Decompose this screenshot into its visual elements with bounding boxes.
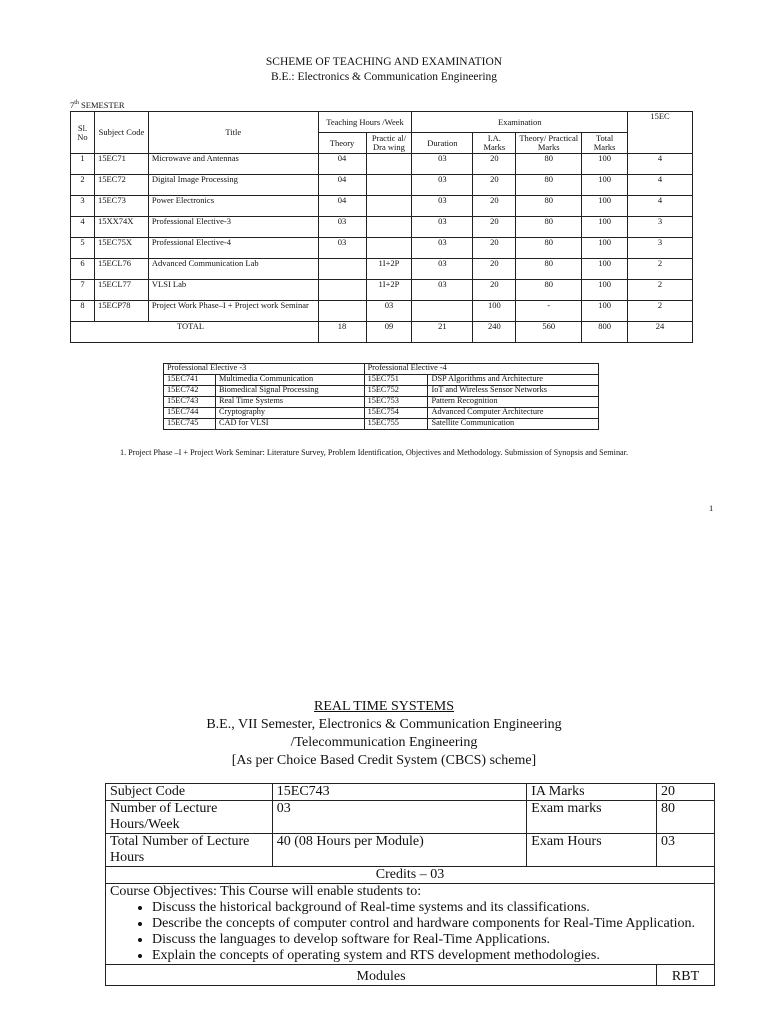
cell-ia-marks: 20 [473, 217, 516, 238]
electives-table [163, 363, 599, 430]
total-practical: 09 [366, 322, 412, 343]
elective-3-title: Multimedia Communication [215, 375, 364, 386]
elective-row [164, 408, 599, 419]
cell-title: Professional Elective-4 [148, 238, 318, 259]
elective-3-code: 15EC742 [164, 386, 216, 397]
cell-theory-hours: 04 [318, 196, 366, 217]
cell-practical-hours [366, 175, 412, 196]
cell-theory-hours [318, 280, 366, 301]
header-theory: Theory [318, 133, 366, 154]
elective-4-code: 15EC751 [364, 375, 428, 386]
credits-row: Credits – 03 [106, 867, 715, 884]
cell-ia-marks: 20 [473, 154, 516, 175]
cell-title: Microwave and Antennas [148, 154, 318, 175]
course-scheme-line: [As per Choice Based Credit System (CBCS) scheme] [231, 753, 537, 768]
cell-sl-no: 5 [71, 238, 95, 259]
total-marks: 800 [582, 322, 628, 343]
cell-sl-no: 2 [71, 175, 95, 196]
elective-4-title: IoT and Wireless Sensor Networks [428, 386, 599, 397]
ia-marks-value: 20 [657, 784, 715, 801]
semester-number: 7 [70, 100, 75, 110]
scheme-row [71, 175, 693, 196]
cell-total-marks: 100 [582, 175, 628, 196]
course-objectives [106, 884, 715, 965]
cell-theory-practical-marks: 80 [516, 154, 582, 175]
cell-theory-practical-marks: 80 [516, 259, 582, 280]
cell-duration: 03 [412, 259, 473, 280]
modules-header: Modules [106, 965, 657, 986]
cell-title: Advanced Communication Lab [148, 259, 318, 280]
cell-total-marks: 100 [582, 280, 628, 301]
cell-total-marks: 100 [582, 196, 628, 217]
exam-hours-label: Exam Hours [527, 834, 657, 867]
cell-practical-hours [366, 217, 412, 238]
cell-practical-hours [366, 196, 412, 217]
cell-theory-hours: 03 [318, 217, 366, 238]
cell-duration: 03 [412, 196, 473, 217]
scheme-subtitle: B.E.: Electronics & Communication Engineering [270, 71, 498, 83]
cell-credits: 4 [628, 154, 693, 175]
total-ia: 240 [473, 322, 516, 343]
course-branch-line: /Telecommunication Engineering [290, 735, 478, 750]
header-credits: 15EC [628, 112, 693, 154]
cell-theory-practical-marks: 80 [516, 238, 582, 259]
header-total-marks: Total Marks [582, 133, 628, 154]
elective-3-header: Professional Elective -3 [164, 364, 365, 375]
cell-subject-code: 15XX74X [94, 217, 148, 238]
elective-4-code: 15EC753 [364, 397, 428, 408]
cell-sl-no: 4 [71, 217, 95, 238]
electives-body [164, 375, 599, 430]
total-theory: 18 [318, 322, 366, 343]
cell-ia-marks: 20 [473, 259, 516, 280]
total-credits: 24 [628, 322, 693, 343]
scheme-row [71, 196, 693, 217]
cell-practical-hours: 1I+2P [366, 259, 412, 280]
objective-item: • Discuss the languages to develop software for Real-Time Applications. [152, 932, 710, 948]
cell-theory-practical-marks: 80 [516, 175, 582, 196]
cell-title: Project Work Phase–I + Project work Seminar [148, 301, 318, 322]
elective-3-title: Cryptography [215, 408, 364, 419]
cell-sl-no: 8 [71, 301, 95, 322]
cell-theory-practical-marks: - [516, 301, 582, 322]
cell-duration [412, 301, 473, 322]
cell-theory-practical-marks: 80 [516, 196, 582, 217]
scheme-row [71, 280, 693, 301]
cell-credits: 4 [628, 196, 693, 217]
exam-marks-value: 80 [657, 801, 715, 834]
cell-theory-practical-marks: 80 [516, 280, 582, 301]
header-duration: Duration [412, 133, 473, 154]
scheme-row [71, 154, 693, 175]
page-number: 1 [709, 503, 714, 513]
footnote: 1. Project Phase –I + Project Work Seminar: Literature Survey, Problem Identification, Objectives and Methodology. Submission of Synopsis and Seminar. [119, 448, 628, 457]
course-semester-line: B.E., VII Semester, Electronics & Communication Engineering [206, 717, 562, 732]
semester-word: SEMESTER [78, 100, 125, 110]
elective-4-code: 15EC752 [364, 386, 428, 397]
cell-title: Power Electronics [148, 196, 318, 217]
elective-4-title: DSP Algorithms and Architecture [428, 375, 599, 386]
cell-total-marks: 100 [582, 301, 628, 322]
cell-sl-no: 6 [71, 259, 95, 280]
cell-ia-marks: 20 [473, 175, 516, 196]
cell-credits: 4 [628, 175, 693, 196]
subject-code-value: 15EC743 [272, 784, 527, 801]
header-practical: Practic al/ Dra wing [366, 133, 412, 154]
elective-3-code: 15EC744 [164, 408, 216, 419]
objective-item: • Discuss the historical background of Real-time systems and its classifications. [152, 900, 710, 916]
cell-practical-hours: 1I+2P [366, 280, 412, 301]
cell-theory-hours: 04 [318, 175, 366, 196]
elective-3-title: CAD for VLSI [215, 419, 364, 430]
cell-duration: 03 [412, 280, 473, 301]
cell-total-marks: 100 [582, 259, 628, 280]
ia-marks-label: IA Marks [527, 784, 657, 801]
scheme-row [71, 238, 693, 259]
cell-credits: 2 [628, 259, 693, 280]
objectives-list [110, 900, 710, 964]
objectives-intro: Course Objectives: This Course will enable students to: [110, 884, 422, 899]
cell-ia-marks: 20 [473, 238, 516, 259]
elective-3-title: Biomedical Signal Processing [215, 386, 364, 397]
lecture-hours-value: 03 [272, 801, 527, 834]
scheme-table-body [71, 154, 693, 322]
cell-subject-code: 15ECP78 [94, 301, 148, 322]
cell-practical-hours: 03 [366, 301, 412, 322]
header-teaching-hours: Teaching Hours /Week [318, 112, 412, 133]
cell-sl-no: 1 [71, 154, 95, 175]
cell-duration: 03 [412, 154, 473, 175]
cell-title: Professional Elective-3 [148, 217, 318, 238]
cell-ia-marks: 20 [473, 280, 516, 301]
lecture-hours-label: Number of Lecture Hours/Week [106, 801, 273, 834]
cell-duration: 03 [412, 238, 473, 259]
cell-sl-no: 3 [71, 196, 95, 217]
cell-title: VLSI Lab [148, 280, 318, 301]
cell-theory-hours: 03 [318, 238, 366, 259]
total-label: TOTAL [71, 322, 319, 343]
header-subject-code: Subject Code [94, 112, 148, 154]
cell-practical-hours [366, 238, 412, 259]
scheme-title: SCHEME OF TEACHING AND EXAMINATION [265, 56, 503, 68]
cell-ia-marks: 100 [473, 301, 516, 322]
total-hours-value: 40 (08 Hours per Module) [272, 834, 527, 867]
cell-subject-code: 15EC73 [94, 196, 148, 217]
cell-title: Digital Image Processing [148, 175, 318, 196]
objective-item: • Explain the concepts of operating system and RTS development methodologies. [152, 948, 710, 964]
cell-credits: 3 [628, 217, 693, 238]
scheme-title-block [0, 55, 768, 85]
scheme-row [71, 301, 693, 322]
cell-subject-code: 15ECL77 [94, 280, 148, 301]
scheme-table [70, 111, 693, 343]
elective-row [164, 397, 599, 408]
exam-hours-value: 03 [657, 834, 715, 867]
cell-credits: 2 [628, 280, 693, 301]
cell-sl-no: 7 [71, 280, 95, 301]
header-title: Title [148, 112, 318, 154]
scheme-row [71, 217, 693, 238]
cell-theory-practical-marks: 80 [516, 217, 582, 238]
cell-subject-code: 15EC71 [94, 154, 148, 175]
course-heading [0, 698, 768, 770]
cell-total-marks: 100 [582, 217, 628, 238]
header-sl-no: Sl. No [71, 112, 95, 154]
elective-3-code: 15EC741 [164, 375, 216, 386]
header-examination: Examination [412, 112, 628, 133]
elective-row [164, 375, 599, 386]
total-row [71, 322, 693, 343]
elective-row [164, 386, 599, 397]
header-theory-practical-marks: Theory/ Practical Marks [516, 133, 582, 154]
total-duration: 21 [412, 322, 473, 343]
cell-duration: 03 [412, 175, 473, 196]
cell-total-marks: 100 [582, 238, 628, 259]
cell-subject-code: 15EC75X [94, 238, 148, 259]
elective-4-title: Pattern Recognition [428, 397, 599, 408]
total-theory-practical: 560 [516, 322, 582, 343]
elective-4-title: Advanced Computer Architecture [428, 408, 599, 419]
course-title: REAL TIME SYSTEMS [313, 699, 454, 714]
elective-3-code: 15EC743 [164, 397, 216, 408]
course-details-table [105, 783, 715, 986]
cell-credits: 2 [628, 301, 693, 322]
elective-row [164, 419, 599, 430]
cell-ia-marks: 20 [473, 196, 516, 217]
exam-marks-label: Exam marks [527, 801, 657, 834]
elective-3-title: Real Time Systems [215, 397, 364, 408]
cell-credits: 3 [628, 238, 693, 259]
elective-4-title: Satellite Communication [428, 419, 599, 430]
elective-4-header: Professional Elective -4 [364, 364, 598, 375]
semester-suffix: th [74, 100, 79, 107]
cell-theory-hours: 04 [318, 154, 366, 175]
semester-label [70, 100, 125, 110]
cell-total-marks: 100 [582, 154, 628, 175]
total-hours-label: Total Number of Lecture Hours [106, 834, 273, 867]
rbt-header: RBT [657, 965, 715, 986]
elective-4-code: 15EC755 [364, 419, 428, 430]
cell-duration: 03 [412, 217, 473, 238]
subject-code-label: Subject Code [106, 784, 273, 801]
elective-3-code: 15EC745 [164, 419, 216, 430]
cell-subject-code: 15ECL76 [94, 259, 148, 280]
header-ia-marks: I.A. Marks [473, 133, 516, 154]
objective-item: • Describe the concepts of computer control and hardware components for Real-Time Application. [152, 916, 710, 932]
cell-subject-code: 15EC72 [94, 175, 148, 196]
cell-theory-hours [318, 259, 366, 280]
cell-practical-hours [366, 154, 412, 175]
elective-4-code: 15EC754 [364, 408, 428, 419]
scheme-row [71, 259, 693, 280]
cell-theory-hours [318, 301, 366, 322]
